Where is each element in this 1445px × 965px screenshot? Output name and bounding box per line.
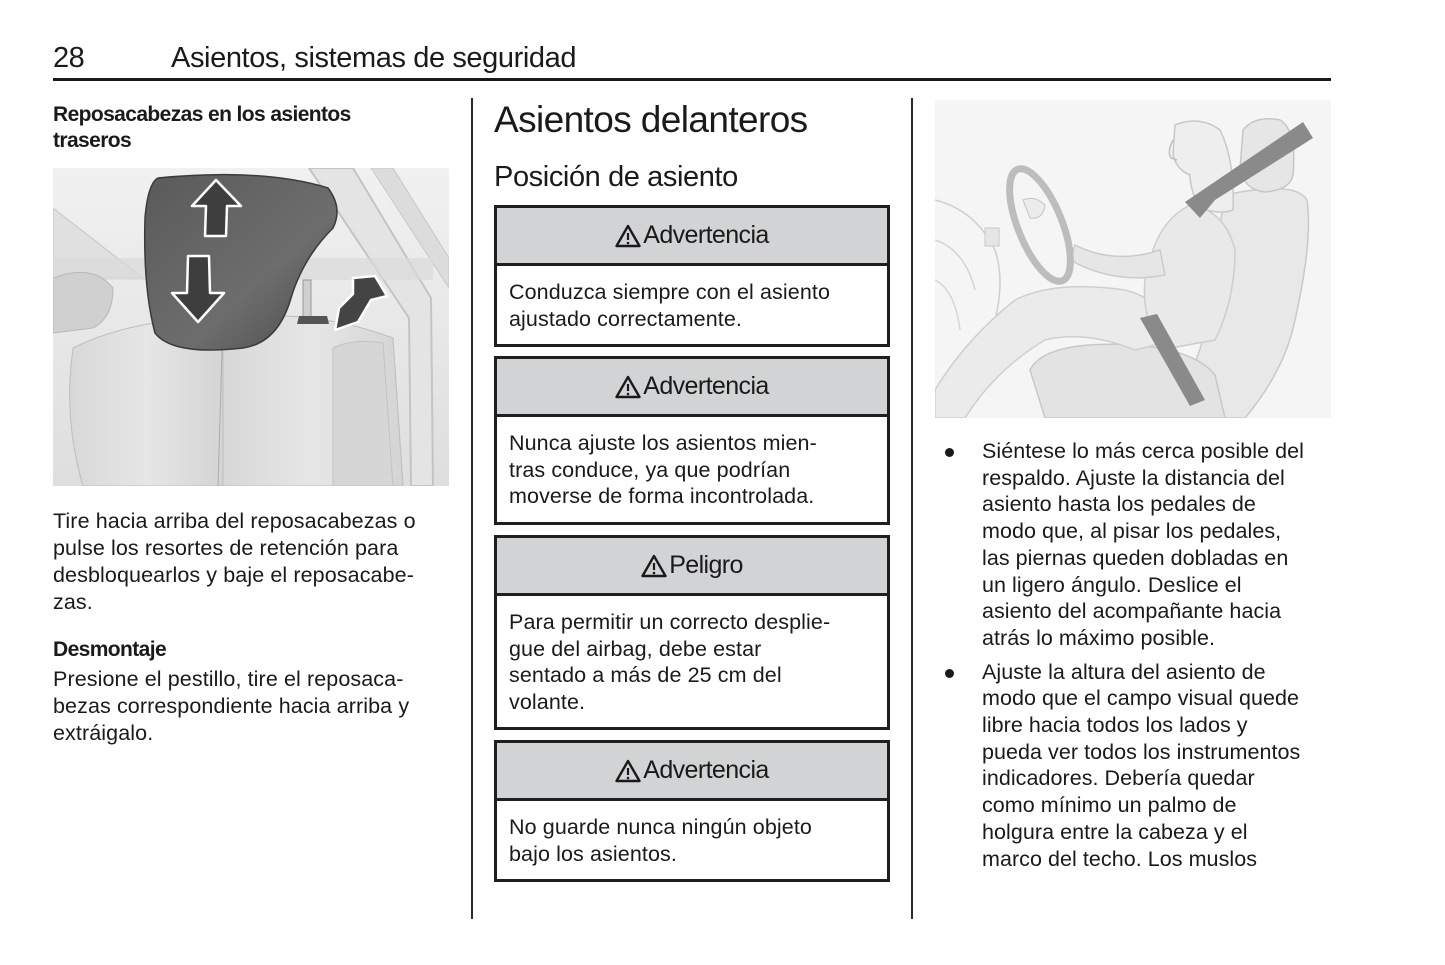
danger-label: Peligro xyxy=(669,551,743,579)
list-item xyxy=(935,659,1335,873)
warning-triangle-icon xyxy=(615,759,641,783)
bullet-line: como mínimo un palmo de xyxy=(982,793,1237,818)
warning-line: tras conduce, ya que podrían xyxy=(509,457,791,482)
warning-text xyxy=(497,266,887,344)
rear-headrest-heading: Reposacabezas en los asientos traseros xyxy=(53,103,351,152)
instruction-line: pulse los resortes de retención para xyxy=(53,536,399,560)
warning-label: Advertencia xyxy=(643,372,769,400)
removal-line: Presione el pestillo, tire el reposaca- xyxy=(53,667,404,691)
warning-header xyxy=(497,208,887,266)
warning-line: No guarde nunca ningún objeto xyxy=(509,815,812,839)
bullet-line: marco del techo. Los muslos xyxy=(982,846,1258,871)
bullet-line: pueda ver todos los instrumentos xyxy=(982,739,1301,764)
instruction-line: desbloquearlos y baje el reposacabe- xyxy=(53,563,414,587)
instruction-line: zas. xyxy=(53,590,93,614)
bullet-line: asiento del acompañante hacia xyxy=(982,599,1282,624)
removal-line: bezas correspondiente hacia arriba y xyxy=(53,694,410,718)
list-item xyxy=(935,438,1335,652)
removal-heading: Desmontaje xyxy=(53,638,167,661)
removal-instructions xyxy=(53,666,453,747)
warning-text xyxy=(497,417,887,522)
warning-label: Advertencia xyxy=(643,756,769,784)
section-title: Asientos delanteros xyxy=(494,99,808,140)
warning-line: Para permitir un correcto desplie- xyxy=(509,610,831,634)
bullet-line: las piernas queden dobladas en xyxy=(982,545,1289,570)
bullet-line: libre hacia todos los lados y xyxy=(982,713,1248,738)
removal-line: extráigalo. xyxy=(53,721,154,745)
rear-headrest-figure xyxy=(53,168,449,486)
warning-line: moverse de forma incontrolada. xyxy=(509,484,815,508)
warning-line: ajustado correctamente. xyxy=(509,306,742,331)
instruction-line: Tire hacia arriba del reposacabezas o xyxy=(53,509,416,533)
bullet-line: un ligero ángulo. Deslice el xyxy=(982,572,1242,597)
bullet-line: asiento hasta los pedales de xyxy=(982,492,1256,517)
column-divider-right xyxy=(911,98,913,919)
bullet-line: modo que el campo visual quede xyxy=(982,686,1300,711)
section-subtitle: Posición de asiento xyxy=(494,161,738,193)
warning-line: Nunca ajuste los asientos mien- xyxy=(509,431,817,455)
warning-label: Advertencia xyxy=(643,221,769,249)
bullet-line: respaldo. Ajuste la distancia del xyxy=(982,465,1285,490)
bullet-icon xyxy=(945,669,954,678)
bullet-icon xyxy=(945,448,954,457)
warning-box xyxy=(494,740,890,882)
bullet-line: Ajuste la altura del asiento de xyxy=(982,659,1266,684)
bullet-line: indicadores. Debería quedar xyxy=(982,766,1255,791)
danger-header xyxy=(497,538,887,596)
column-divider-left xyxy=(471,98,473,919)
warning-triangle-icon xyxy=(641,554,667,578)
page-header xyxy=(53,40,1331,81)
warning-triangle-icon xyxy=(615,224,641,248)
warning-header xyxy=(497,743,887,801)
bullet-line: Siéntese lo más cerca posible del xyxy=(982,439,1304,463)
driver-seating-figure xyxy=(935,100,1331,418)
warning-line: sentado a más de 25 cm del xyxy=(509,663,782,687)
warning-header xyxy=(497,359,887,417)
danger-text xyxy=(497,596,887,727)
warning-box xyxy=(494,356,890,525)
warning-line: Conduzca siempre con el asiento xyxy=(509,280,831,304)
page-number: 28 xyxy=(53,42,85,74)
danger-box xyxy=(494,535,890,730)
chapter-title: Asientos, sistemas de seguridad xyxy=(171,42,577,74)
bullet-line: atrás lo máximo posible. xyxy=(982,625,1216,650)
warning-text xyxy=(497,801,887,879)
seating-instructions-list xyxy=(935,438,1335,872)
warning-line: bajo los asientos. xyxy=(509,841,677,866)
bullet-line: holgura entre la cabeza y el xyxy=(982,819,1248,844)
warning-triangle-icon xyxy=(615,375,641,399)
warning-box xyxy=(494,205,890,347)
headrest-instructions xyxy=(53,508,453,616)
warning-line: gue del airbag, debe estar xyxy=(509,636,762,661)
bullet-line: modo que, al pisar los pedales, xyxy=(982,519,1282,544)
warning-line: volante. xyxy=(509,689,586,714)
